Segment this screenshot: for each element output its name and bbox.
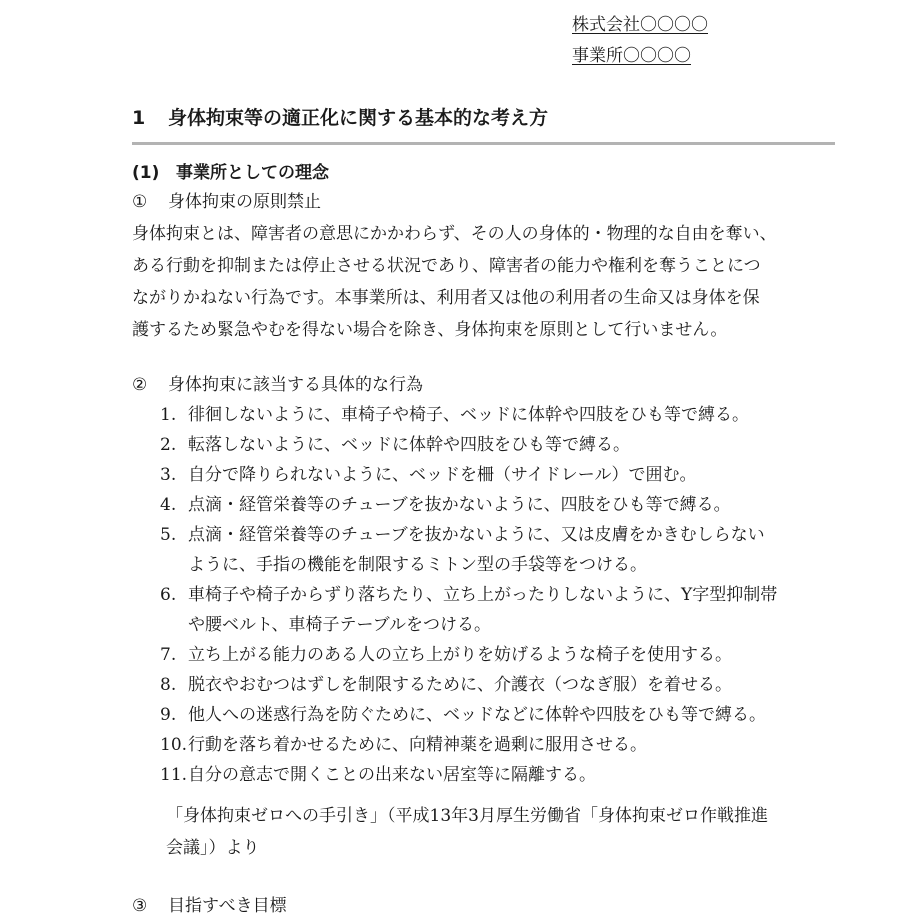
section-divider	[132, 142, 835, 145]
item-3-title: 目指すべき目標	[168, 896, 287, 916]
source-citation	[166, 800, 768, 864]
list-item-number: 1.	[160, 405, 177, 425]
source-line: 会議」）より	[166, 838, 260, 858]
body-line: 身体拘束とは、障害者の意思にかかわらず、その人の身体的・物理的な自由を奪い、	[132, 224, 777, 244]
list-item	[0, 730, 920, 760]
list-item-number: 6.	[160, 585, 177, 605]
office-name: 事業所〇〇〇〇	[572, 46, 691, 66]
list-item-number: 5.	[160, 525, 177, 545]
subsection-heading	[132, 160, 329, 186]
list-item-number: 4.	[160, 495, 177, 515]
list-item-text: 行動を落ち着かせるために、向精神薬を過剰に服用させる。	[188, 735, 647, 755]
subsection-number: (1)	[132, 163, 160, 183]
list-item-text: 転落しないように、ベッドに体幹や四肢をひも等で縛る。	[188, 435, 630, 455]
list-item-number: 10.	[160, 735, 188, 755]
list-item-text: 点滴・経管栄養等のチューブを抜かないように、又は皮膚をかきむしらない ように、手指の機能を制限するミトン型の手袋等をつける。	[188, 525, 765, 575]
subsection-title: 事業所としての理念	[176, 163, 329, 183]
list-item-number: 8.	[160, 675, 177, 695]
list-item	[0, 580, 920, 640]
list-item-text: 他人への迷惑行為を防ぐために、ベッドなどに体幹や四肢をひも等で縛る。	[188, 705, 766, 725]
body-line: 護するため緊急やむを得ない場合を除き、身体拘束を原則として行いません。	[132, 320, 728, 340]
item-1-heading	[132, 189, 321, 215]
item-2-mark: ②	[132, 375, 148, 395]
company-name: 株式会社〇〇〇〇	[572, 15, 708, 35]
list-item-text: 徘徊しないように、車椅子や椅子、ベッドに体幹や四肢をひも等で縛る。	[188, 405, 749, 425]
list-item	[0, 670, 920, 700]
item-1-title: 身体拘束の原則禁止	[168, 192, 321, 212]
list-item	[0, 520, 920, 580]
source-line: 「身体拘束ゼロへの手引き」（平成13年3月厚生労働省「身体拘束ゼロ作戦推進	[166, 806, 768, 826]
item-3-mark: ③	[132, 896, 148, 916]
list-item-text: 自分の意志で開くことの出来ない居室等に隔離する。	[188, 765, 596, 785]
item-2-title: 身体拘束に該当する具体的な行為	[168, 375, 423, 395]
list-item-text: 脱衣やおむつはずしを制限するために、介護衣（つなぎ服）を着せる。	[188, 675, 732, 695]
list-item	[0, 640, 920, 670]
item-2-heading	[132, 372, 423, 398]
item-1-mark: ①	[132, 192, 148, 212]
section-number: 1	[132, 107, 146, 129]
item-3-heading	[132, 893, 287, 919]
list-item-text: 立ち上がる能力のある人の立ち上がりを妨げるような椅子を使用する。	[188, 645, 732, 665]
list-item	[0, 760, 920, 790]
list-item-number: 11.	[160, 765, 188, 785]
item-1-body	[132, 218, 844, 346]
list-item-number: 3.	[160, 465, 177, 485]
body-line: ながりかねない行為です。本事業所は、利用者又は他の利用者の生命又は身体を保	[132, 288, 760, 308]
list-item	[0, 490, 920, 520]
list-item-text: 点滴・経管栄養等のチューブを抜かないように、四肢をひも等で縛る。	[188, 495, 731, 515]
list-item	[0, 430, 920, 460]
section-heading	[132, 104, 548, 132]
section-title: 身体拘束等の適正化に関する基本的な考え方	[168, 107, 549, 129]
list-item-text: 車椅子や椅子からずり落ちたり、立ち上がったりしないように、Y字型抑制帯 や腰ベルト、車椅子テーブルをつける。	[188, 585, 778, 635]
list-item	[0, 460, 920, 490]
list-item-number: 7.	[160, 645, 177, 665]
list-item-number: 2.	[160, 435, 177, 455]
body-line: ある行動を抑制または停止させる状況であり、障害者の能力や権利を奪うことにつ	[132, 256, 761, 276]
list-item-number: 9.	[160, 705, 177, 725]
list-item	[0, 400, 920, 430]
restraint-acts-list	[0, 400, 920, 790]
list-item	[0, 700, 920, 730]
list-item-text: 自分で降りられないように、ベッドを柵（サイドレール）で囲む。	[188, 465, 697, 485]
